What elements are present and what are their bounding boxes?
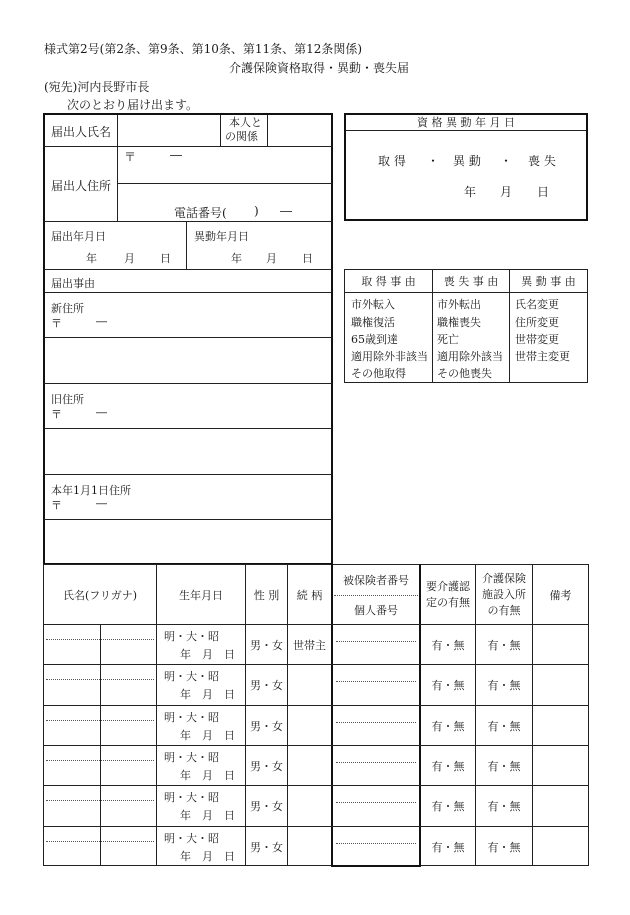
facility-cell[interactable]: 有・無 bbox=[487, 799, 521, 813]
sex-cell[interactable]: 男・女 bbox=[250, 759, 283, 773]
birth-ymd: 年 月 日 bbox=[180, 729, 235, 742]
birth-era[interactable]: 明・大・昭 bbox=[164, 751, 219, 764]
phone-paren: ) bbox=[254, 204, 259, 218]
reason-acquire-item[interactable]: 職権復活 bbox=[351, 316, 395, 329]
status-dot-2: ・ bbox=[500, 154, 513, 168]
birth-era[interactable]: 明・大・昭 bbox=[164, 670, 219, 683]
facility-cell[interactable]: 有・無 bbox=[487, 638, 521, 652]
reason-header-loss: 喪 失 事 由 bbox=[443, 275, 499, 288]
reason-header-acquire: 取 得 事 由 bbox=[361, 275, 416, 288]
relation-cell[interactable] bbox=[288, 827, 331, 866]
change-date-field[interactable] bbox=[187, 222, 332, 269]
care-cert-cell[interactable]: 有・無 bbox=[431, 678, 465, 692]
col-sex: 性 別 bbox=[253, 588, 280, 602]
sex-cell[interactable]: 男・女 bbox=[250, 840, 283, 854]
reason-label: 届出事由 bbox=[51, 277, 95, 290]
jan1-address-field[interactable] bbox=[44, 475, 332, 564]
col-relation: 続 柄 bbox=[296, 588, 323, 602]
phone-field[interactable] bbox=[118, 184, 332, 221]
status-loss[interactable]: 喪 失 bbox=[528, 154, 556, 168]
care-cert-cell[interactable]: 有・無 bbox=[431, 759, 465, 773]
facility-line-1: 介護保険 bbox=[482, 571, 526, 585]
old-address-label: 旧住所 bbox=[51, 393, 84, 406]
status-year: 年 bbox=[464, 185, 477, 199]
care-cert-line-2: 定の有無 bbox=[426, 595, 470, 609]
change-date-label: 異動年月日 bbox=[194, 230, 249, 243]
col-care-certification bbox=[421, 565, 475, 624]
old-postal-mark: 〒 bbox=[51, 408, 62, 421]
reason-loss-item[interactable]: 職権喪失 bbox=[437, 316, 481, 329]
col-facility-admission bbox=[476, 565, 532, 624]
birth-era[interactable]: 明・大・昭 bbox=[164, 630, 219, 643]
care-cert-cell[interactable]: 有・無 bbox=[431, 719, 465, 733]
insured-number-cell[interactable] bbox=[333, 786, 419, 825]
filing-date-field[interactable] bbox=[44, 222, 186, 269]
remarks-cell[interactable] bbox=[533, 746, 588, 785]
reason-acquire-item[interactable]: その他取得 bbox=[351, 367, 406, 380]
change-year: 年 bbox=[231, 252, 242, 265]
facility-cell[interactable]: 有・無 bbox=[487, 759, 521, 773]
form-reference: 様式第2号(第2条、第9条、第10条、第11条、第12条関係) bbox=[44, 42, 363, 56]
sex-cell[interactable]: 男・女 bbox=[250, 799, 283, 813]
name-cell[interactable] bbox=[44, 746, 100, 785]
facility-line-2: 施設入所 bbox=[482, 587, 526, 601]
birth-ymd: 年 月 日 bbox=[180, 648, 235, 661]
birth-era[interactable]: 明・大・昭 bbox=[164, 791, 219, 804]
care-cert-cell[interactable]: 有・無 bbox=[431, 799, 465, 813]
new-postal-dash: ― bbox=[96, 315, 107, 328]
col-personal-number: 個人番号 bbox=[354, 604, 398, 617]
col-name-furigana: 氏名(フリガナ) bbox=[62, 588, 138, 602]
change-month: 月 bbox=[266, 252, 277, 265]
status-day: 日 bbox=[537, 185, 550, 199]
sex-cell[interactable]: 男・女 bbox=[250, 638, 283, 652]
name-cell[interactable] bbox=[44, 665, 100, 704]
status-change[interactable]: 異 動 bbox=[453, 154, 481, 168]
sex-cell[interactable]: 男・女 bbox=[250, 678, 283, 692]
birth-ymd: 年 月 日 bbox=[180, 809, 235, 822]
remarks-cell[interactable] bbox=[533, 786, 588, 825]
relation-cell[interactable] bbox=[288, 786, 331, 825]
birth-era[interactable]: 明・大・昭 bbox=[164, 832, 219, 845]
insured-number-cell[interactable] bbox=[333, 706, 419, 745]
change-day: 日 bbox=[302, 252, 313, 265]
furigana-cell[interactable] bbox=[101, 746, 156, 785]
applicant-name-label: 届出人氏名 bbox=[51, 125, 112, 139]
relation-label-1: 本人と bbox=[229, 116, 262, 129]
furigana-cell[interactable] bbox=[101, 706, 156, 745]
col-insured-number: 被保険者番号 bbox=[343, 574, 409, 587]
relation-field[interactable] bbox=[268, 115, 332, 146]
filing-year: 年 bbox=[86, 252, 97, 265]
care-cert-line-1: 要介護認 bbox=[426, 579, 470, 593]
filing-month: 月 bbox=[124, 252, 135, 265]
col-birthdate: 生年月日 bbox=[179, 588, 223, 602]
phone-label: 電話番号( bbox=[174, 206, 227, 220]
postal-mark: 〒 bbox=[124, 150, 137, 164]
form-title: 介護保険資格取得・異動・喪失届 bbox=[229, 61, 410, 75]
status-title: 資 格 異 動 年 月 日 bbox=[417, 116, 515, 129]
status-acquire[interactable]: 取 得 bbox=[378, 154, 406, 168]
relation-cell[interactable] bbox=[288, 706, 331, 745]
old-postal-dash: ― bbox=[96, 406, 107, 419]
reason-acquire-item[interactable]: 市外転入 bbox=[351, 298, 395, 311]
phone-dash: ― bbox=[280, 204, 292, 218]
reason-acquire-item[interactable]: 適用除外非該当 bbox=[351, 350, 428, 363]
address-field[interactable] bbox=[118, 147, 332, 183]
remarks-cell[interactable] bbox=[533, 706, 588, 745]
name-cell[interactable] bbox=[44, 786, 100, 825]
remarks-cell[interactable] bbox=[533, 665, 588, 704]
reason-change-item[interactable]: 世帯変更 bbox=[515, 333, 559, 346]
filing-day: 日 bbox=[160, 252, 171, 265]
care-cert-cell[interactable]: 有・無 bbox=[431, 840, 465, 854]
sex-cell[interactable]: 男・女 bbox=[250, 719, 283, 733]
furigana-cell[interactable] bbox=[101, 827, 156, 866]
postal-dash: ― bbox=[170, 148, 182, 162]
furigana-cell[interactable] bbox=[101, 786, 156, 825]
birth-ymd: 年 月 日 bbox=[180, 769, 235, 782]
filing-date-label: 届出年月日 bbox=[51, 230, 106, 243]
relation-cell[interactable]: 世帯主 bbox=[293, 638, 326, 652]
relation-label-2: の関係 bbox=[225, 130, 258, 143]
old-address-field[interactable] bbox=[44, 384, 332, 474]
insured-number-cell[interactable] bbox=[333, 827, 419, 866]
address-label: 届出人住所 bbox=[51, 179, 112, 193]
reason-loss-item[interactable]: その他喪失 bbox=[437, 367, 492, 380]
jan1-address-label: 本年1月1日住所 bbox=[51, 484, 131, 497]
intro-text: 次のとおり届け出ます。 bbox=[67, 98, 199, 112]
insured-number-cell[interactable] bbox=[333, 625, 419, 664]
jan1-postal-dash: ― bbox=[96, 497, 107, 510]
name-cell[interactable] bbox=[44, 827, 100, 866]
facility-cell[interactable]: 有・無 bbox=[487, 678, 521, 692]
reason-acquire-item[interactable]: 65歳到達 bbox=[351, 333, 398, 346]
addressee: (宛先)河内長野市長 bbox=[44, 80, 150, 94]
reason-change-item[interactable]: 住所変更 bbox=[515, 316, 559, 329]
status-dot-1: ・ bbox=[427, 154, 440, 168]
facility-cell[interactable]: 有・無 bbox=[487, 719, 521, 733]
care-cert-cell[interactable]: 有・無 bbox=[431, 638, 465, 652]
name-cell[interactable] bbox=[44, 706, 100, 745]
birth-ymd: 年 月 日 bbox=[180, 688, 235, 701]
facility-cell[interactable]: 有・無 bbox=[487, 840, 521, 854]
furigana-cell[interactable] bbox=[101, 665, 156, 704]
furigana-cell[interactable] bbox=[101, 625, 156, 664]
remarks-cell[interactable] bbox=[533, 827, 588, 866]
name-cell[interactable] bbox=[44, 625, 100, 664]
applicant-name-field[interactable] bbox=[118, 115, 220, 146]
reason-loss-item[interactable]: 適用除外該当 bbox=[437, 350, 503, 363]
insured-number-cell[interactable] bbox=[333, 665, 419, 704]
status-month: 月 bbox=[500, 185, 513, 199]
insured-number-cell[interactable] bbox=[333, 746, 419, 785]
birth-ymd: 年 月 日 bbox=[180, 850, 235, 863]
relation-cell[interactable] bbox=[288, 746, 331, 785]
reason-loss-item[interactable]: 死亡 bbox=[437, 333, 459, 346]
new-address-field[interactable] bbox=[44, 293, 332, 383]
reason-change-item[interactable]: 世帯主変更 bbox=[515, 350, 570, 363]
reason-header-change: 異 動 事 由 bbox=[521, 275, 576, 288]
col-remarks: 備考 bbox=[549, 588, 572, 602]
new-address-label: 新住所 bbox=[51, 302, 84, 315]
reason-change-item[interactable]: 氏名変更 bbox=[515, 298, 559, 311]
new-postal-mark: 〒 bbox=[51, 317, 62, 330]
relation-cell[interactable] bbox=[288, 665, 331, 704]
birth-era[interactable]: 明・大・昭 bbox=[164, 711, 219, 724]
remarks-cell[interactable] bbox=[533, 625, 588, 664]
facility-line-3: の有無 bbox=[487, 603, 521, 617]
jan1-postal-mark: 〒 bbox=[51, 499, 62, 512]
reason-loss-item[interactable]: 市外転出 bbox=[437, 298, 481, 311]
